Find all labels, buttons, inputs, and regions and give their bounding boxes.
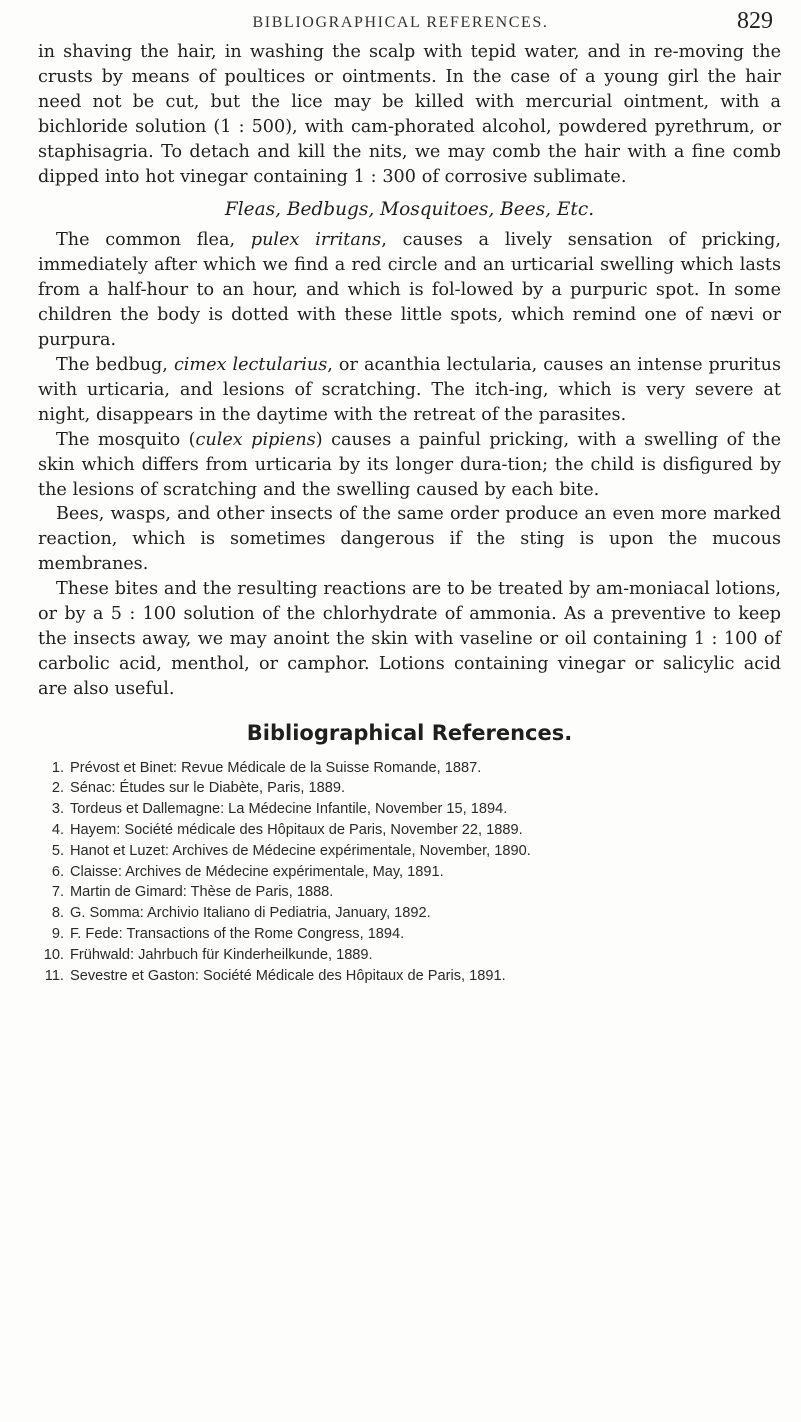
reference-text: Sevestre et Gaston: Société Médicale des Hôpitaux de Paris, 1891.: [70, 967, 506, 984]
paragraph-bedbug-text-b: , or acanthia lectularia, causes an intense pruritus with urticaria, and lesions of scratching. The itch-ing, which is very severe at night, disappears in the daytime with the retreat of the parasites.: [38, 354, 781, 425]
reference-text: Sénac: Études sur le Diabète, Paris, 1889.: [70, 780, 346, 797]
reference-text: F. Fede: Transactions of the Rome Congress, 1894.: [70, 926, 405, 943]
reference-number: 2.: [51, 780, 64, 797]
page-body: [38, 40, 781, 986]
reference-item: [40, 862, 781, 883]
reference-item: [40, 799, 781, 820]
reference-item: [40, 841, 781, 862]
reference-item: [40, 882, 781, 903]
reference-item: [40, 966, 781, 987]
reference-text: Hayem: Société médicale des Hôpitaux de Paris, November 22, 1889.: [70, 822, 523, 839]
reference-text: Martin de Gimard: Thèse de Paris, 1888.: [70, 884, 334, 901]
reference-number: 5.: [51, 842, 64, 859]
reference-number: 4.: [51, 822, 64, 839]
reference-text: Tordeus et Dallemagne: La Médecine Infantile, November 15, 1894.: [70, 801, 508, 818]
paragraph-mosquito: [38, 428, 781, 503]
reference-item: [40, 924, 781, 945]
latin-name-bedbug: cimex lectularius: [173, 354, 328, 375]
running-title: BIBLIOGRAPHICAL REFERENCES.: [252, 14, 549, 31]
references-list: [38, 758, 781, 987]
paragraph-bedbug-text-a: The bedbug,: [56, 354, 174, 375]
running-head: [0, 8, 801, 36]
page-number: 829: [737, 8, 773, 34]
reference-number: 7.: [51, 884, 64, 901]
paragraph-mosquito-text-b: ) causes a painful pricking, with a swelling of the skin which differs from urticaria by its longer dura-tion; the child is disfigured by the lesions of scratching and the swelling caused by each bite.: [38, 429, 781, 500]
reference-text: G. Somma: Archivio Italiano di Pediatria, January, 1892.: [70, 905, 431, 922]
reference-number: 1.: [51, 759, 64, 776]
reference-number: 8.: [51, 905, 64, 922]
reference-text: Claisse: Archives de Médecine expérimentale, May, 1891.: [70, 863, 444, 880]
reference-item: [40, 820, 781, 841]
references-heading: Bibliographical References.: [246, 720, 573, 745]
reference-text: Prévost et Binet: Revue Médicale de la Suisse Romande, 1887.: [70, 759, 482, 776]
paragraph-bees: Bees, wasps, and other insects of the same order produce an even more marked reaction, which is sometimes dangerous if the sting is upon the mucous membranes.: [38, 504, 781, 575]
latin-name-mosquito: culex pipiens: [195, 429, 316, 450]
reference-text: Hanot et Luzet: Archives de Médecine expérimentale, November, 1890.: [70, 842, 531, 859]
paragraph-flea: [38, 228, 781, 353]
reference-text: Frühwald: Jahrbuch für Kinderheilkunde, 1889.: [70, 946, 373, 963]
reference-number: 10.: [43, 946, 64, 963]
intro-paragraph: in shaving the hair, in washing the scalp with tepid water, and in re-moving the crusts by means of poultices or ointments. In the case of a young girl the hair need not be cut, but the lice may be killed with mercurial ointment, with a bichloride solution (1 : 500), with cam-phorated alcohol, powdered pyrethrum, or staphisagria. To detach and kill the nits, we may comb the hair with a fine comb dipped into hot vinegar containing 1 : 300 of corrosive sublimate.: [38, 42, 781, 187]
reference-item: [40, 758, 781, 779]
reference-number: 3.: [51, 801, 64, 818]
paragraph-treatment: These bites and the resulting reactions are to be treated by am-moniacal lotions, or by a 5 : 100 solution of the chlorhydrate of ammonia. As a preventive to keep the insects away, we may anoint the skin with vaseline or oil containing 1 : 100 of carbolic acid, menthol, or camphor. Lotions containing vinegar or salicylic acid are also useful.: [38, 579, 781, 699]
reference-item: [40, 903, 781, 924]
paragraph-flea-text-a: The common flea,: [56, 230, 251, 251]
paragraph-mosquito-text-a: The mosquito (: [56, 429, 196, 450]
section-heading: Fleas, Bedbugs, Mosquitoes, Bees, Etc.: [224, 199, 595, 221]
paragraph-bedbug: [38, 353, 781, 428]
reference-number: 6.: [51, 863, 64, 880]
latin-name-flea: pulex irritans: [250, 230, 382, 251]
reference-item: [40, 778, 781, 799]
reference-number: 11.: [44, 967, 64, 984]
paragraph-flea-text-b: , causes a lively sensation of pricking, immediately after which we find a red circle and an urticarial swelling which lasts from a half-hour to an hour, and which is fol-lowed by a purpuric spot. In some children the body is dotted with these little spots, which remind one of nævi or purpura.: [38, 230, 782, 351]
reference-number: 9.: [51, 926, 64, 943]
reference-item: [40, 945, 781, 966]
